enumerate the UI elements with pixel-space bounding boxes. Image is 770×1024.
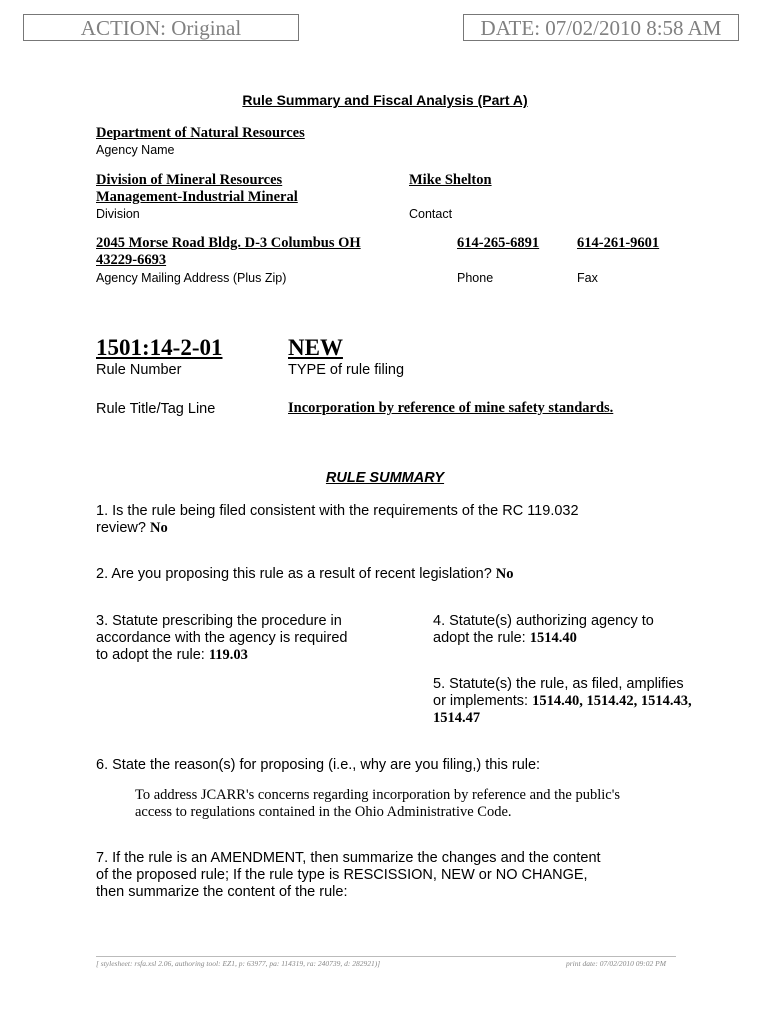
question-6-answer-line2: access to regulations contained in the Ohio Administrative Code.	[135, 804, 512, 820]
filing-type-value: NEW	[288, 335, 343, 360]
question-5-answer-line1: 1514.40, 1514.42, 1514.43,	[532, 693, 692, 709]
question-1-line2-wrap	[96, 520, 579, 537]
agency-name-value: Department of Natural Resources	[96, 125, 305, 141]
question-7-line3: then summarize the content of the rule:	[96, 884, 348, 900]
question-3-line3-wrap	[96, 647, 347, 664]
question-4-line2-wrap	[433, 630, 654, 647]
rule-number-label: Rule Number	[96, 362, 182, 378]
contact-value: Mike Shelton	[409, 172, 492, 188]
question-5-line2: or implements:	[433, 693, 529, 709]
fax-label: Fax	[577, 271, 598, 285]
phone-value: 614-265-6891	[457, 235, 540, 251]
contact-label: Contact	[409, 207, 453, 221]
footer-divider	[96, 956, 676, 957]
footer-left: [ stylesheet: rsfa.xsl 2.06, authoring tool: EZ1, p: 63977, pa: 114319, ra: 240739, d: 282921)]	[96, 959, 381, 968]
question-5-answer-line2: 1514.47	[433, 710, 481, 726]
question-3	[96, 613, 347, 664]
question-4-answer: 1514.40	[529, 630, 577, 646]
question-5	[433, 676, 692, 727]
page-title: Rule Summary and Fiscal Analysis (Part A)	[242, 92, 528, 108]
question-7-line2: of the proposed rule; If the rule type is RESCISSION, NEW or NO CHANGE,	[96, 867, 588, 883]
question-3-line1: 3. Statute prescribing the procedure in	[96, 613, 342, 629]
division-value-line1: Division of Mineral Resources	[96, 172, 283, 188]
question-5-line2-wrap	[433, 693, 692, 710]
action-box	[23, 14, 299, 41]
question-1-line1: 1. Is the rule being filed consistent with the requirements of the RC 119.032	[96, 503, 579, 519]
address-value-line1: 2045 Morse Road Bldg. D-3 Columbus OH	[96, 235, 361, 251]
filing-type-label: TYPE of rule filing	[288, 362, 405, 378]
question-3-line3: to adopt the rule:	[96, 647, 205, 663]
question-6-answer-line1: To address JCARR's concerns regarding incorporation by reference and the public's	[135, 787, 620, 803]
action-text: ACTION: Original	[80, 16, 242, 40]
question-1	[96, 503, 579, 537]
question-2-text: 2. Are you proposing this rule as a result of recent legislation?	[96, 566, 492, 582]
division-value-line2: Management-Industrial Mineral	[96, 189, 298, 205]
rule-number-value: 1501:14-2-01	[96, 335, 223, 360]
fax-value: 614-261-9601	[577, 235, 660, 251]
agency-name-label: Agency Name	[96, 143, 175, 157]
question-4-line1: 4. Statute(s) authorizing agency to	[433, 613, 654, 629]
question-5-line1: 5. Statute(s) the rule, as filed, amplifies	[433, 676, 684, 692]
question-4-line2: adopt the rule:	[433, 630, 526, 646]
date-box	[463, 14, 739, 41]
question-7-line1: 7. If the rule is an AMENDMENT, then summarize the changes and the content	[96, 850, 601, 866]
question-1-line2: review?	[96, 520, 146, 536]
rule-summary-heading: RULE SUMMARY	[325, 470, 445, 486]
footer-right: print date: 07/02/2010 09:02 PM	[566, 959, 666, 968]
question-2	[96, 566, 514, 583]
question-7	[96, 850, 601, 901]
address-value-line2: 43229-6693	[96, 252, 167, 268]
phone-label: Phone	[457, 271, 494, 285]
date-text: DATE: 07/02/2010 8:58 AM	[480, 16, 722, 40]
division-label: Division	[96, 207, 140, 221]
question-3-line2: accordance with the agency is required	[96, 630, 348, 646]
question-1-answer: No	[150, 520, 168, 536]
question-2-answer: No	[495, 566, 514, 582]
question-6-text: 6. State the reason(s) for proposing (i.e., why are you filing,) this rule:	[96, 757, 541, 773]
question-4	[433, 613, 654, 647]
question-6-answer	[135, 787, 620, 821]
rule-title-label: Rule Title/Tag Line	[96, 401, 216, 417]
question-3-answer: 119.03	[208, 647, 248, 663]
address-label: Agency Mailing Address (Plus Zip)	[96, 271, 287, 285]
rule-title-value: Incorporation by reference of mine safety standards.	[288, 400, 614, 416]
